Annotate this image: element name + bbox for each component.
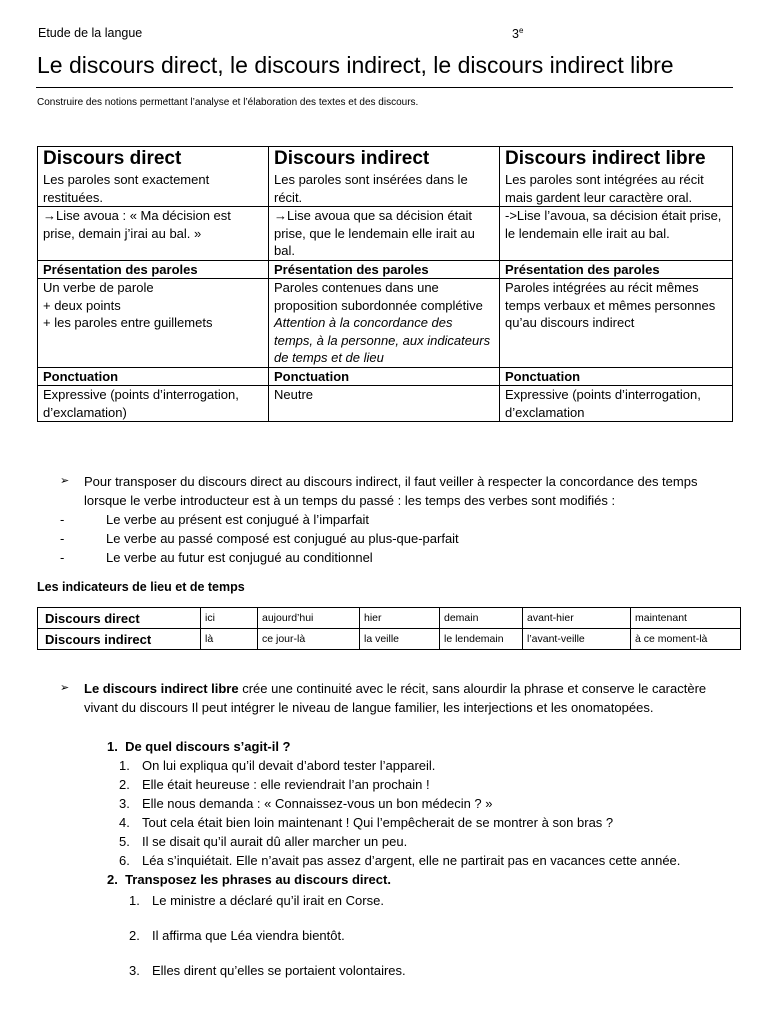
column-heading: Discours direct (43, 148, 182, 169)
ponctuation-label: Ponctuation (38, 367, 269, 386)
item-number: 1. (119, 758, 130, 773)
item-text: Il se disait qu’il aurait dû aller marcher un peu. (142, 834, 408, 849)
libre-paragraph (60, 679, 715, 717)
table-row-example (38, 207, 733, 261)
item-number: 4. (119, 815, 130, 830)
dash-marker: - (60, 512, 65, 527)
cell-direct-example (38, 207, 269, 261)
table-cell: hier (360, 608, 440, 629)
exercise-title-text: De quel discours s’agit-il ? (125, 739, 291, 754)
column-heading: Discours indirect libre (505, 148, 706, 169)
table-row-presentation-label (38, 260, 733, 279)
exercise-title-text: Transposez les phrases au discours direct. (125, 872, 391, 887)
example-text: ->Lise l’avoua, sa décision était prise, le lendemain elle irait au bal. (505, 208, 722, 241)
exercise-1 (107, 737, 747, 870)
item-text: Elles dirent qu’elles se portaient volontaires. (152, 963, 406, 978)
presentation-label: Présentation des paroles (38, 260, 269, 279)
table-cell: là (201, 629, 258, 650)
cell-direct-presentation (38, 279, 269, 368)
ponctuation-value: Expressive (points d’interrogation, d’exclamation (500, 386, 733, 422)
exercise-items (129, 891, 727, 980)
definition-text: Les paroles sont intégrées au récit mais gardent leur caractère oral. (505, 172, 704, 205)
item-number: 5. (119, 834, 130, 849)
cell-libre-definition (500, 147, 733, 207)
discourse-comparison-table (37, 146, 733, 422)
cell-libre-presentation (500, 279, 733, 368)
grade-level (512, 26, 523, 41)
grade-level-number: 3 (512, 27, 519, 42)
subject-header: Etude de la langue (38, 26, 143, 40)
list-item (129, 961, 727, 980)
presentation-note: Attention à la concordance des temps, à la personne, aux indicateurs de temps et de lieu (274, 315, 491, 365)
item-number: 1. (129, 893, 140, 908)
item-number: 2. (119, 777, 130, 792)
rule-text: Le verbe au futur est conjugué au conditionnel (106, 550, 373, 565)
cell-direct-definition (38, 147, 269, 207)
table-row-ponctuation-label (38, 367, 733, 386)
item-text: Léa s’inquiétait. Elle n’avait pas assez d’argent, elle ne partirait pas en vacances cette année. (142, 853, 681, 868)
exercise-2 (107, 870, 727, 980)
ponctuation-value: Expressive (points d’interrogation, d’exclamation) (38, 386, 269, 422)
table-row-definition (38, 147, 733, 207)
item-number: 6. (119, 853, 130, 868)
item-text: Il affirma que Léa viendra bientôt. (152, 928, 345, 943)
dash-marker: - (60, 550, 65, 565)
page-title: Le discours direct, le discours indirect, le discours indirect libre (37, 52, 674, 78)
ponctuation-label: Ponctuation (269, 367, 500, 386)
cell-indirect-presentation (269, 279, 500, 368)
arrow-bullet-icon: ➢ (60, 682, 70, 694)
indicators-table (37, 607, 741, 650)
arrow-bullet-icon: ➢ (60, 475, 70, 487)
table-cell: l’avant-veille (523, 629, 631, 650)
presentation-line: + les paroles entre guillemets (43, 315, 213, 330)
item-number: 3. (119, 796, 130, 811)
cell-libre-example (500, 207, 733, 261)
table-cell: la veille (360, 629, 440, 650)
definition-text: Les paroles sont insérées dans le récit. (274, 172, 468, 205)
table-cell: maintenant (631, 608, 741, 629)
table-cell: ici (201, 608, 258, 629)
list-item (129, 891, 727, 910)
table-cell: ce jour-là (258, 629, 360, 650)
libre-bold: Le discours indirect libre (84, 681, 239, 696)
item-text: Elle nous demanda : « Connaissez-vous un bon médecin ? » (142, 796, 493, 811)
transposition-intro: Pour transposer du discours direct au discours indirect, il faut veiller à respecter la concordance des temps lorsque le verbe introducteur est à un temps du passé : les temps des verbes sont modifiés : (84, 474, 698, 508)
example-text: Lise avoua que sa décision était prise, que le lendemain elle irait au bal. (274, 208, 475, 258)
exercise-number: 2. (107, 872, 118, 887)
list-item (60, 510, 720, 529)
item-text: On lui expliqua qu’il devait d’abord tester l’appareil. (142, 758, 436, 773)
rule-text: Le verbe au passé composé est conjugué au plus-que-parfait (106, 531, 459, 546)
list-item (119, 851, 747, 870)
row-header: Discours direct (38, 608, 201, 629)
exercise-title (107, 737, 747, 756)
grade-level-suffix: e (518, 26, 524, 35)
presentation-label: Présentation des paroles (500, 260, 733, 279)
libre-text: crée une continuité avec le récit, sans alourdir la phrase et conserve le caractère vivant du discours Il peut intégrer le niveau de langue familier, les interjections et les onomatopées. (84, 681, 707, 715)
presentation-label: Présentation des paroles (269, 260, 500, 279)
dash-marker: - (60, 531, 65, 546)
list-item (119, 794, 747, 813)
definition-text: Les paroles sont exactement restituées. (43, 172, 210, 205)
indicators-title: Les indicateurs de lieu et de temps (37, 580, 245, 594)
list-item (119, 775, 747, 794)
table-cell: avant-hier (523, 608, 631, 629)
page-subtitle: Construire des notions permettant l’analyse et l’élaboration des textes et des discours. (37, 97, 419, 108)
item-text: Elle était heureuse : elle reviendrait l’an prochain ! (142, 777, 430, 792)
item-text: Le ministre a déclaré qu’il irait en Corse. (152, 893, 384, 908)
list-item (119, 813, 747, 832)
table-row (38, 629, 741, 650)
exercise-number: 1. (107, 739, 118, 754)
table-cell: demain (440, 608, 523, 629)
ponctuation-label: Ponctuation (500, 367, 733, 386)
column-heading: Discours indirect (274, 148, 430, 169)
transposition-block (60, 472, 720, 567)
item-number: 3. (129, 963, 140, 978)
transposition-rules (60, 510, 720, 567)
item-text: Tout cela était bien loin maintenant ! Qui l’empêcherait de se montrer à son bras ? (142, 815, 614, 830)
table-cell: à ce moment-là (631, 629, 741, 650)
exercise-items (119, 756, 747, 870)
list-item (129, 926, 727, 945)
table-row (38, 608, 741, 629)
table-cell: le lendemain (440, 629, 523, 650)
table-row-ponctuation (38, 386, 733, 422)
presentation-line: Paroles contenues dans une proposition subordonnée complétive (274, 280, 483, 313)
example-text: Lise avoua : « Ma décision est prise, demain j’irai au bal. » (43, 208, 231, 241)
list-item (60, 548, 720, 567)
list-item (60, 529, 720, 548)
arrow-icon: → (274, 208, 287, 223)
presentation-line: Paroles intégrées au récit mêmes temps verbaux et mêmes personnes qu’au discours indirect (505, 280, 716, 330)
cell-indirect-definition (269, 147, 500, 207)
cell-indirect-example (269, 207, 500, 261)
ponctuation-value: Neutre (269, 386, 500, 422)
table-row-presentation (38, 279, 733, 368)
presentation-line: + deux points (43, 297, 121, 313)
libre-note (60, 679, 715, 717)
rule-text: Le verbe au présent est conjugué à l’imparfait (106, 512, 370, 527)
row-header: Discours indirect (38, 629, 201, 650)
arrow-icon: → (43, 208, 56, 223)
presentation-line: Un verbe de parole (43, 280, 154, 295)
list-item (119, 832, 747, 851)
item-number: 2. (129, 928, 140, 943)
exercise-title (107, 870, 727, 889)
table-cell: aujourd’hui (258, 608, 360, 629)
title-underline (36, 87, 733, 88)
list-item (119, 756, 747, 775)
